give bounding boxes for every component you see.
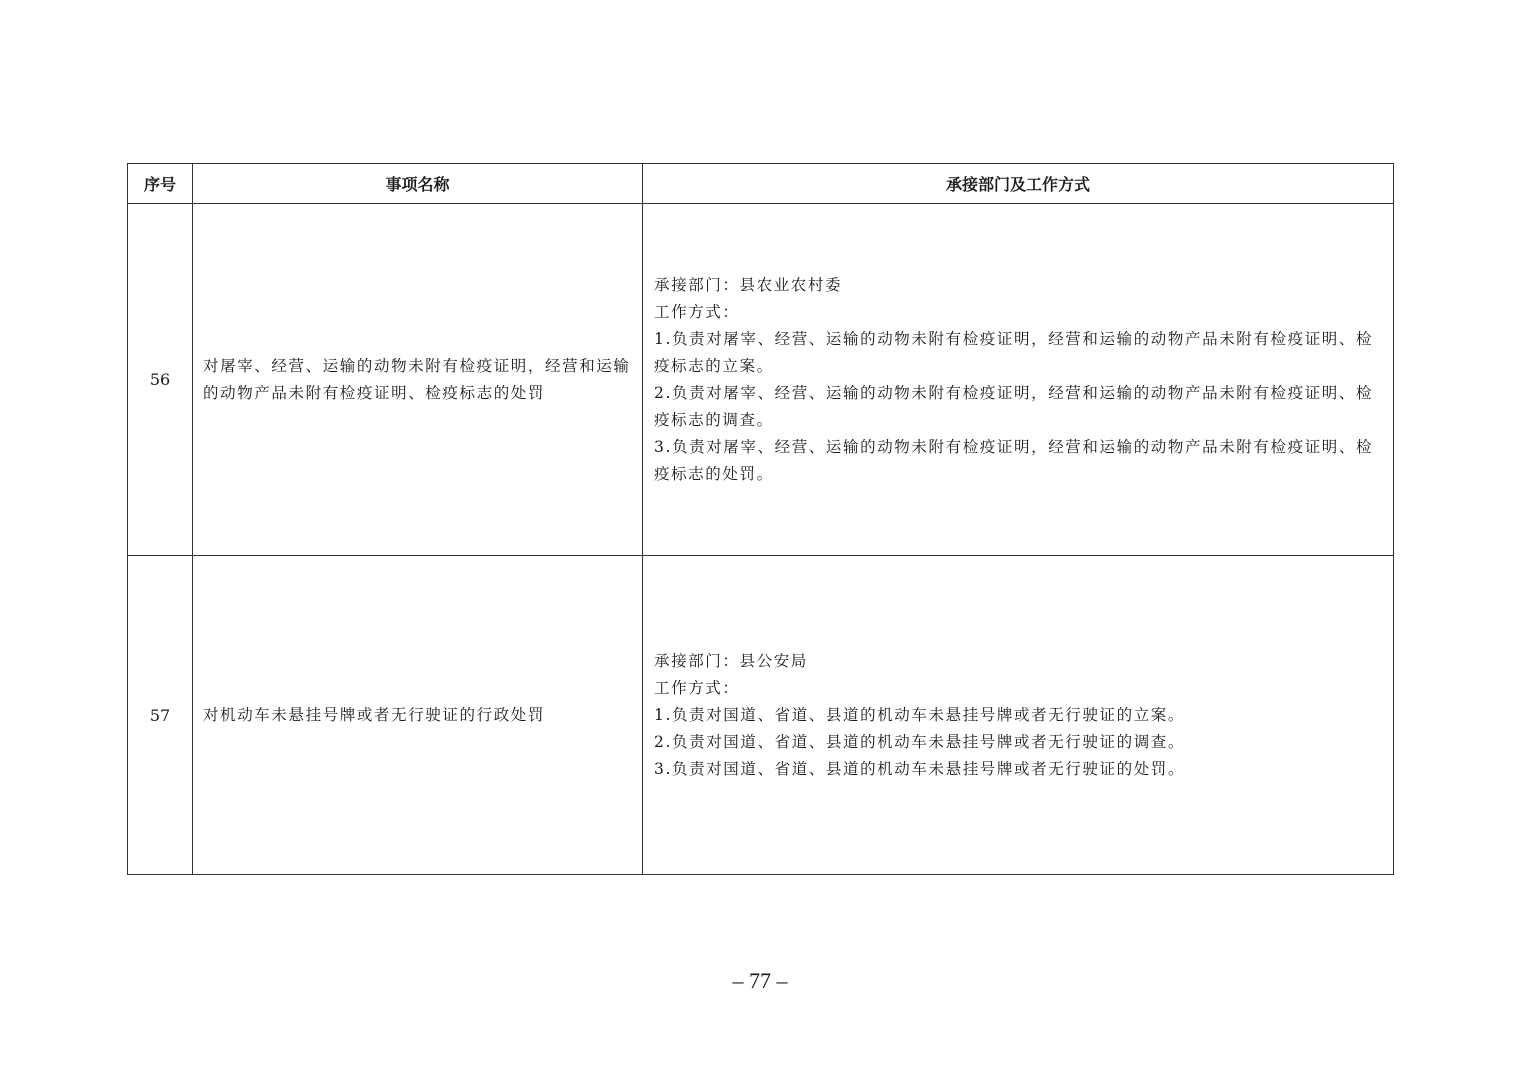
- header-name: 事项名称: [193, 164, 643, 204]
- method-label: 工作方式：: [654, 678, 740, 697]
- row-name: 对屠宰、经营、运输的动物未附有检疫证明，经营和运输的动物产品未附有检疫证明、检疫标志的处罚: [193, 204, 643, 556]
- method-item: 1.负责对国道、省道、县道的机动车未悬挂号牌或者无行驶证的立案。: [654, 705, 1185, 724]
- row-name: 对机动车未悬挂号牌或者无行驶证的行政处罚: [193, 556, 643, 875]
- items-table: [127, 163, 1394, 875]
- row-dept: [643, 204, 1394, 556]
- method-item: 1.负责对屠宰、经营、运输的动物未附有检疫证明，经营和运输的动物产品未附有检疫证明、检疫标志的立案。: [654, 329, 1374, 375]
- method-item: 3.负责对国道、省道、县道的机动车未悬挂号牌或者无行驶证的处罚。: [654, 759, 1185, 778]
- table-header-row: [128, 164, 1394, 204]
- dept-label: 承接部门：县农业农村委: [654, 275, 843, 294]
- header-seq: 序号: [128, 164, 193, 204]
- table-row: [128, 556, 1394, 875]
- method-item: 2.负责对屠宰、经营、运输的动物未附有检疫证明，经营和运输的动物产品未附有检疫证明、检疫标志的调查。: [654, 383, 1374, 429]
- row-seq: 56: [128, 204, 193, 556]
- row-seq: 57: [128, 556, 193, 875]
- page-number: – 77 –: [732, 968, 788, 993]
- method-label: 工作方式：: [654, 302, 740, 321]
- method-item: 2.负责对国道、省道、县道的机动车未悬挂号牌或者无行驶证的调查。: [654, 732, 1185, 751]
- dept-label: 承接部门：县公安局: [654, 651, 808, 670]
- header-dept: 承接部门及工作方式: [643, 164, 1394, 204]
- row-dept: [643, 556, 1394, 875]
- table-row: [128, 204, 1394, 556]
- method-item: 3.负责对屠宰、经营、运输的动物未附有检疫证明，经营和运输的动物产品未附有检疫证明、检疫标志的处罚。: [654, 437, 1374, 483]
